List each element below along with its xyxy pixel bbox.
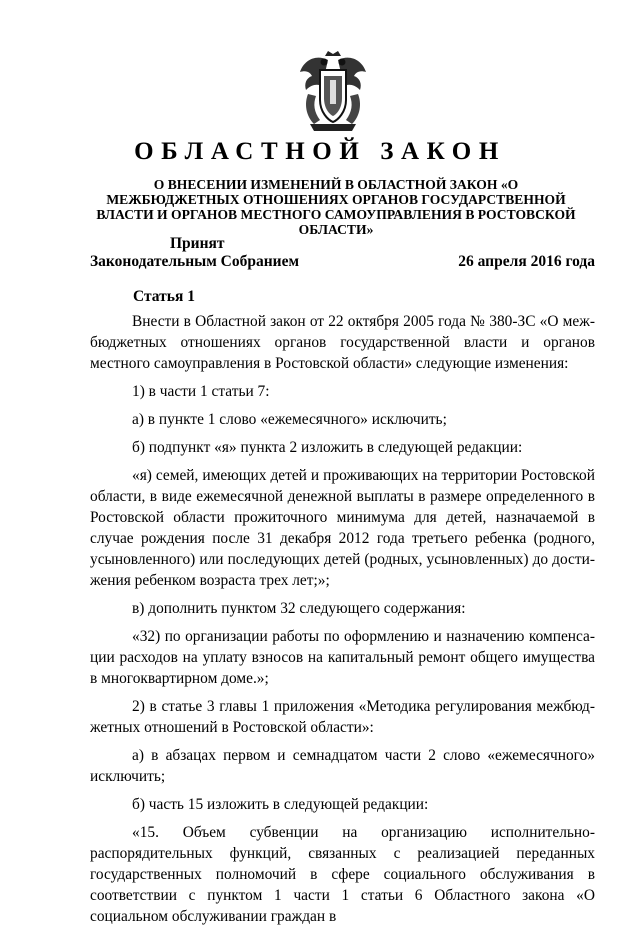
paragraph: «я) семей, имеющих детей и проживающих на территории Ростовской области, в виде ежемесячной денежной выплаты в размере определенного в Ростовской области прожиточного минимума для детей, назначаемой в случае рождения после 31 декабря 2012 года третьего ребенка (родного, усыновленного) или последующих детей (родных, усыновленных) до достижения ребенком возраста трех лет;»; xyxy=(90,467,595,589)
paragraph: «32) по организации работы по оформлению и назначению компенсации расходов на уплату взносов на капитальный ремонт общего имущества в многоквартирном доме.»; xyxy=(90,628,595,687)
paragraph: а) в пункте 1 слово «ежемесячного» исключить; xyxy=(132,411,447,428)
article-body xyxy=(90,311,595,934)
paragraph: в) дополнить пунктом 32 следующего содержания: xyxy=(132,600,466,617)
paragraph: б) подпункт «я» пункта 2 изложить в следующей редакции: xyxy=(132,439,523,456)
paragraph: а) в абзацах первом и семнадцатом части 2 слово «ежемесячного» исключить; xyxy=(90,747,595,785)
adoption-line-1: Принят xyxy=(170,235,225,252)
paragraph: «15. Объем субвенции на организацию исполнительно-распорядительных функций, связанных с реализацией переданных государственных полномочий в сфере социального обслуживания в соответствии с пунктом 1 части 1 статьи 6 Областного закона «О социальном обслуживании граждан в xyxy=(90,824,595,925)
paragraph: б) часть 15 изложить в следующей редакции: xyxy=(132,796,429,813)
adoption-line-2: Законодательным Собранием xyxy=(90,253,300,270)
article-heading: Статья 1 xyxy=(133,288,195,305)
adoption-date: 26 апреля 2016 года xyxy=(458,253,595,270)
paragraph: Внести в Областной закон от 22 октября 2005 года № 380-ЗС «О межбюджетных отношениях органов государственной власти и органов местного самоуправления в Ростовской области» следующие изменения: xyxy=(90,313,595,372)
paragraph: 1) в части 1 статьи 7: xyxy=(132,383,270,400)
paragraph: 2) в статье 3 главы 1 приложения «Методика регулирования межбюджетных отношений в Ростовской области»: xyxy=(90,698,595,736)
coat-of-arms-icon xyxy=(298,50,368,132)
document-title: ОБЛАСТНОЙ ЗАКОН xyxy=(134,138,506,165)
document-subtitle: О ВНЕСЕНИИ ИЗМЕНЕНИЙ В ОБЛАСТНОЙ ЗАКОН «О МЕЖБЮДЖЕТНЫХ ОТНОШЕНИЯХ ОРГАНОВ ГОСУДАРСТВЕННОЙ ВЛАСТИ И ОРГАНОВ МЕСТНОГО САМОУПРАВЛЕНИЯ В РОСТОВСКОЙ ОБЛАСТИ» xyxy=(96,177,576,237)
